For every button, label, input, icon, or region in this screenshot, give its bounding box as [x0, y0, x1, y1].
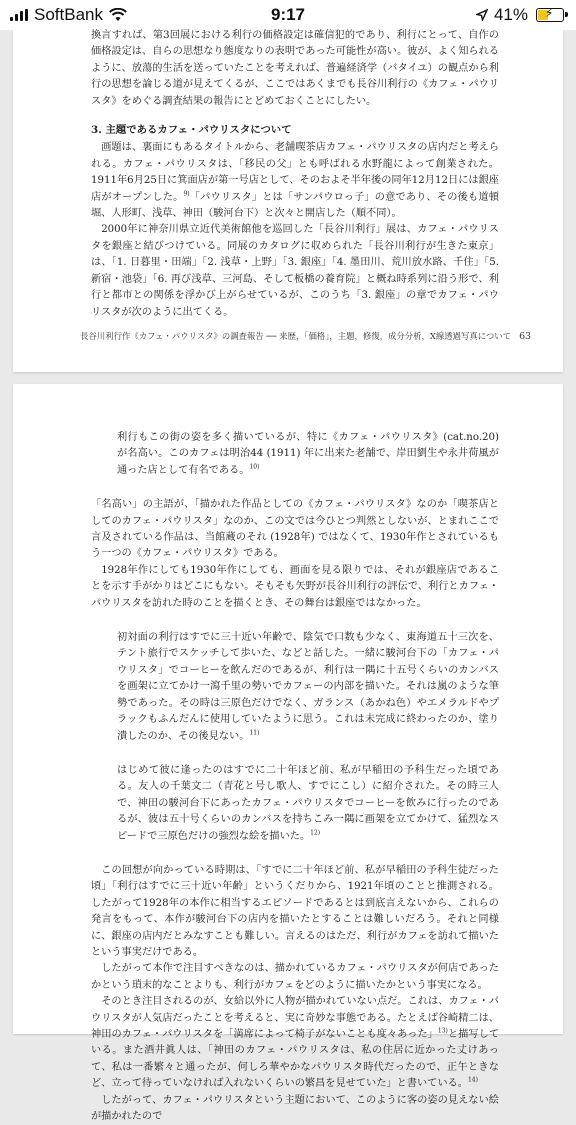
body-paragraph: この回想が向かっている時期は、「すでに二十年ほど前、私が早稲田の予科生徒だった頃」「利行はすでに三十近い年齢」というくだりから、1921年頃のことと推測される。したがって1928年の本作に相当するエピソードであるとは到底言えないから、これらの発言をもって、本作が駿河台下の店内を描いたとすることは難しいだろう。それと同様に、銀座の店内だとみなすことも難しい。言えるのはただ、利行がカフェを訪れて描いたという事実だけである。 — [91, 864, 499, 958]
document-page-64 — [13, 384, 563, 1123]
footnote-ref: 9) — [183, 190, 190, 198]
intro-paragraph: 換言すれば、第3回展における利行の価格設定は確信犯的であり、利行にとって、自作の価格設定は、自らの思想なり態度なりの表明であった可能性が高い。彼が、よく知られるように、放蕩的生活を送っていたことを考えれば、普遍経済学（バタイユ）の観点から利行の思想を論じる道が見えてくるが、ここではあくまでも長谷川利行の《カフェ・パウリスタ》をめぐる調査結果の報告にとどめておくことにしたい。 — [91, 30, 499, 107]
body-paragraph: 「名高い」の主語が、「描かれた作品としての《カフェ・パウリスタ》なのか「喫茶店としてのカフェ・パウリスタ」なのか、この文では今ひとつ判然としないが、とまれここで言及されている作品は、当館蔵のそれ (1928年) ではなくて、1930年作とされているもう一つの《カフェ・パウリスタ》である。 — [91, 499, 499, 560]
footnote-ref: 14) — [467, 1076, 478, 1084]
carrier-name: SoftBank — [34, 5, 103, 24]
quote-text: はじめて彼に逢ったのはすでに二十年ほど前、私が早稲田の予科生だった頃である。友人の千葉文二（青花と号し歌人、すでにこし）に紹介された。その時三人で、神田の駿河台下にあったカフェ・パウリスタでコーヒーを飲みに行ったのであるが、彼は五十号くらいのカンバスを持ちこみ一隅に画架を立てかけて、猛烈なスピードで三原色だけの強烈な絵を描いた。 — [117, 764, 499, 842]
quote-text: 利行もこの街の姿を多く描いているが、特に《カフェ・パウリスタ》(cat.no.20) が名高い。このカフェは明治44 (1911) 年に出来た老舗で、岸田劉生や永井荷風が通った店として有名である。 — [117, 432, 499, 476]
block-quote — [91, 630, 499, 745]
body-text: 「パウリスタ」とは「サンパウロっ子」の意であり、その後も道頓堀、人形町、浅草、神田（駿河台下）と次々と開店した（順不同）。 — [91, 191, 499, 220]
footnote-ref: 11) — [249, 729, 260, 737]
location-icon — [476, 9, 488, 21]
block-quote — [91, 763, 499, 845]
page-64-body — [91, 430, 499, 1125]
running-footer — [80, 330, 531, 342]
battery-percent: 41% — [493, 5, 528, 24]
body-paragraph — [91, 140, 499, 222]
body-paragraph: 1928年作にしても1930年作にしても、画面を見る限りでは、それが銀座店であることを示す手がかりはどこにもない。そもそも矢野が長谷川利行の評伝で、利行とカフェ・パウリスタを訪れた時のことを描くとき、その舞台は銀座ではなかった。 — [91, 564, 499, 609]
footnote-ref: 12) — [310, 829, 321, 837]
footnote-ref: 13) — [437, 1027, 448, 1035]
footnote-ref: 10) — [249, 463, 260, 471]
block-quote — [91, 430, 499, 479]
page-number: 63 — [519, 331, 531, 342]
status-bar — [0, 0, 576, 30]
body-paragraph: したがって、カフェ・パウリスタという主題において、このように客の姿の見えない絵が描かれたので — [91, 1094, 499, 1123]
body-text: そのとき注目されるのが、女給以外に人物が描かれていない点だ。これは、カフェ・パウリスタが人気店だったことを考えると、実に奇妙な事態である。たとえば谷崎精二は、神田のカフェ・パウリスタを「満席によって椅子がないことも度々あった」 — [91, 996, 499, 1040]
body-text: 画題は、裏面にもあるタイトルから、老舗喫茶店カフェ・パウリスタの店内だと考えられる。カフェ・パウリスタは、「移民の父」とも呼ばれる水野龍によって創業された。1911年6月25日に箕面店が第一号店として、そのおよそ半年後の同年12月12日には銀座店がオープンした。 — [91, 142, 499, 203]
document-page-63 — [13, 30, 563, 372]
status-right-group — [476, 5, 564, 25]
footer-title: 長谷川利行作《カフェ・パウリスタ》の調査報告 ── 来歴，「価格」，主題，修復，成分分析，X線透過写真について — [80, 331, 512, 341]
clock: 9:17 — [270, 5, 306, 24]
body-paragraph: したがって本作で注目すべきなのは、描かれているカフェ・パウリスタが何店であったかという瑣末的なことよりも、利行がカフェをどのように描いたかという事実になる。 — [91, 963, 499, 991]
battery-charging-icon: ⚡ — [536, 8, 564, 22]
section-heading: 3. 主題であるカフェ・パウリスタについて — [91, 124, 292, 137]
body-text: と描写している。また酒井眞人は、「神田のカフェ・パウリスタは、私の住居に近かった丈けあって、私は一番繁々と通ったが、何しろ華やかなパウリスタ時代だったので、正午ときなど、立って待っていなければ入れないくらいの繁昌を見せていた」と書いている。 — [91, 1029, 500, 1090]
body-paragraph — [91, 994, 499, 1092]
page-63-body — [91, 28, 499, 321]
quote-text: 初対面の利行はすでに三十近い年齢で、陰気で口数も少なく、東海道五十三次を、テント旅行でスケッチして歩いた、などと話した。一緒に駿河台下の「カフェ・パウリスタ」でコーヒーを飲んだのであるが、利行は一隅に十五号くらいのカンバスを画架に立てかけ一瀉千里の勢いでカフェーの内部を描いた。それは嵐のような筆勢であった。その時は三原色だけでなく、ガランス（あかね色）やエメラルドやプラックもふんだんに使用していたように思う。これは未完成に終わったのか、塗り潰したのか、その後見ない。 — [117, 632, 499, 742]
body-paragraph: 2000年に神奈川県立近代美術館他を巡回した「長谷川利行」展は、カフェ・パウリスタを銀座と結びつけている。同展のカタログに収められた「長谷川利行が生きた東京」は、「1. 日暮里・田端」「2. 浅草・上野」「3. 銀座」「4. 墨田川、荒川放水路、千住」「5. 新宿・池袋」「6. 再び浅草、三河島、そして板橋の養育院」と概ね時系列に沿う形で、利行と都市との関係を浮かび上がらせているが、このうち「3. 銀座」の章でカフェ・パウリスタが次のように出てくる。 — [91, 224, 499, 318]
